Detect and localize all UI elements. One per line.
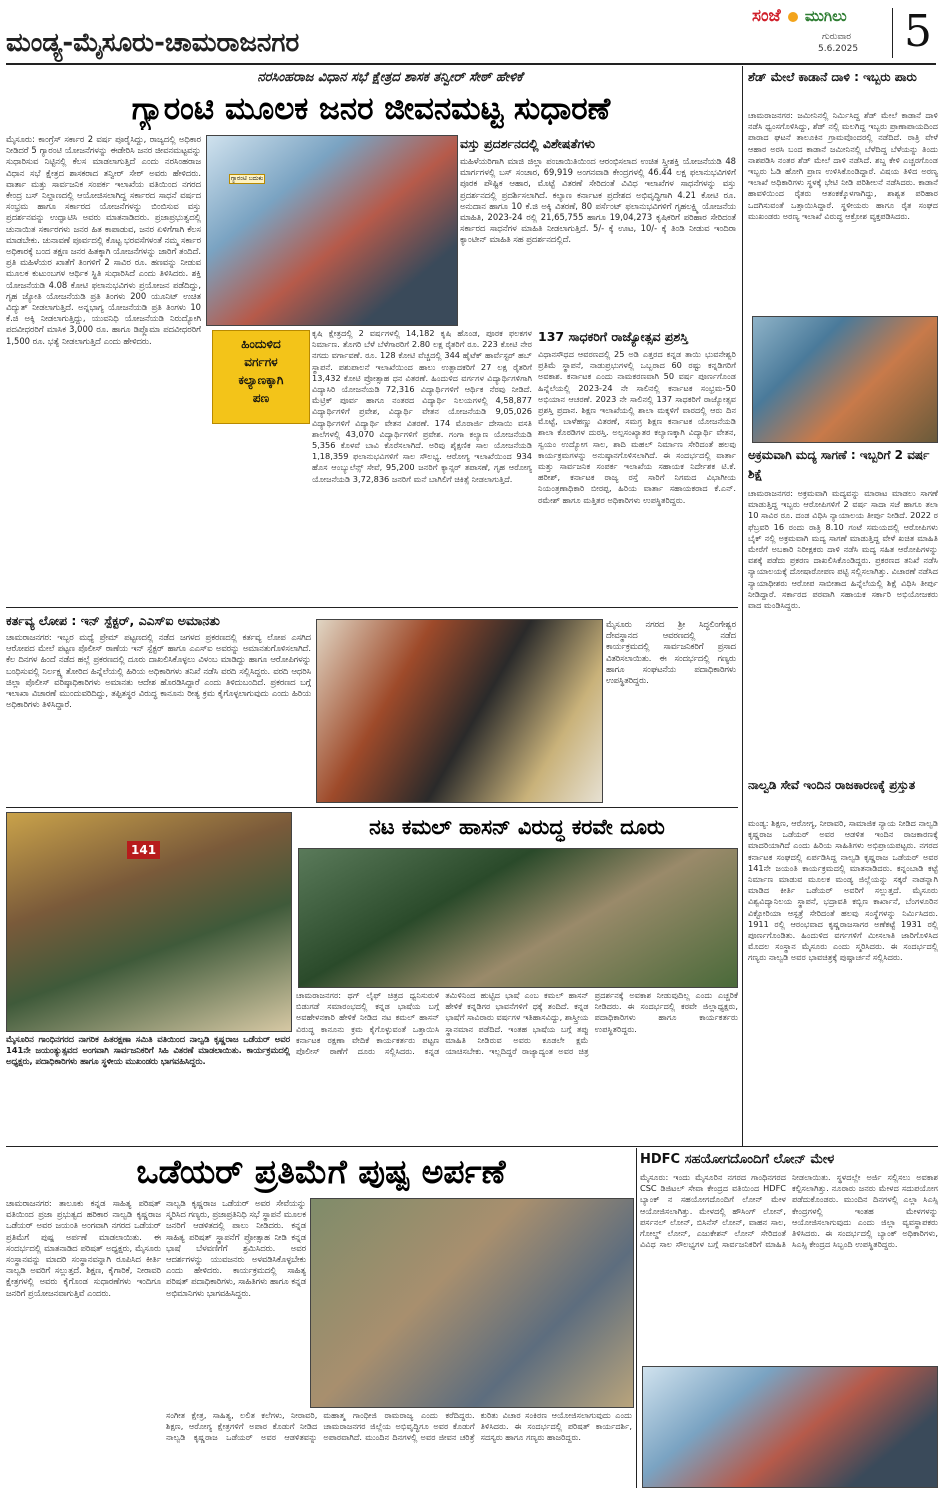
kamal-complaint-photo [298, 848, 738, 988]
logo-part-a: ಸಂಜೆ [752, 6, 781, 26]
issue-date: 5.6.2025 [818, 44, 859, 54]
lead-headline: ಗ್ಯಾರಂಟಿ ಮೂಲಕ ಜನರ ಜೀವನಮಟ್ಟ ಸುಧಾರಣೆ [131, 91, 611, 127]
elephant-title: ಶೆಡ್ ಮೇಲೆ ಕಾಡಾನೆ ದಾಳಿ : ಇಬ್ಬರು ಪಾರು [748, 70, 917, 84]
sun-icon [788, 12, 798, 22]
welfare-box-line-3: ಕಲ್ಯಾಣಕ್ಕಾಗಿ [238, 373, 284, 387]
nalwadi-title: ನಾಲ್ವಡಿ ಸೇವೆ ಇಂದಿನ ರಾಜಕಾರಣಕ್ಕೆ ಪ್ರಸ್ತುತ [748, 778, 916, 792]
logo-part-b: ಮುಗಿಲು [804, 7, 847, 25]
temple-caption: ಮೈಸೂರು ನಗರದ ಶ್ರೀ ಸಿದ್ಧಲಿಂಗೇಶ್ವರ ದೇವಸ್ಥಾನದ ಆವರಣದಲ್ಲಿ ನಡೆದ ಕಾರ್ಯಕ್ರಮದಲ್ಲಿ ಸಾರ್ವಜನಿಕರಿಗೆ ಪ್ರಸಾದ ವಿತರಿಸಲಾಯಿತು. ಈ ಸಂದರ್ಭದಲ್ಲಿ ಗಣ್ಯರು ಹಾಗೂ ಸಂಘಟನೆಯ ಪದಾಧಿಕಾರಿಗಳು ಉಪಸ್ಥಿತರಿದ್ದರು. [606, 619, 736, 686]
region-title: ಮಂಡ್ಯ-ಮೈಸೂರು-ಚಾಮರಾಜನಗರ [6, 28, 300, 58]
duty-body: ಚಾಮರಾಜನಗರ: ಇಬ್ಬರ ಮಧ್ಯೆ ಪ್ರೇಮ್ ಪಟ್ಟಣದಲ್ಲಿ ನಡೆದ ಜಗಳದ ಪ್ರಕರಣದಲ್ಲಿ ಕರ್ತವ್ಯ ಲೋಪ ಎಸಗಿದ ಆರೋಪದ ಮೇಲೆ ಪಟ್ಟಣ ಪೊಲೀಸ್ ಠಾಣೆಯ ಇನ್ ಸ್ಪೆಕ್ಟರ್ ಹಾಗೂ ಎಎಸ್ಐ ಅವರನ್ನು ಅಮಾನತುಗೊಳಿಸಲಾಗಿದೆ. ಕೆಲ ದಿನಗಳ ಹಿಂದೆ ನಡೆದ ಹಲ್ಲೆ ಪ್ರಕರಣದಲ್ಲಿ ದೂರು ದಾಖಲಿಸಿಕೊಳ್ಳಲು ವಿಳಂಬ ಮಾಡಿದ್ದು ಹಾಗೂ ಆರೋಪಿಗಳನ್ನು ಬಂಧಿಸುವಲ್ಲಿ ನಿರ್ಲಕ್ಷ್ಯ ತೋರಿದ ಹಿನ್ನೆಲೆಯಲ್ಲಿ ಹಿರಿಯ ಅಧಿಕಾರಿಗಳು ತನಿಖೆ ನಡೆಸಿ ವರದಿ ಸಲ್ಲಿಸಿದ್ದರು. ವರದಿ ಆಧರಿಸಿ ಜಿಲ್ಲಾ ಪೊಲೀಸ್ ವರಿಷ್ಠಾಧಿಕಾರಿಗಳು ಅಮಾನತು ಆದೇಶ ಹೊರಡಿಸಿದ್ದಾರೆ ಎಂದು ತಿಳಿದುಬಂದಿದೆ. ಪ್ರಕರಣದ ಬಗ್ಗೆ ಇಲಾಖಾ ವಿಚಾರಣೆ ಮುಂದುವರಿದಿದ್ದು, ತಪ್ಪಿತಸ್ಥರ ವಿರುದ್ಧ ಕಾನೂನು ರೀತ್ಯ ಕ್ರಮ ಕೈಗೊಳ್ಳಲಾಗುವುದು ಎಂದು ಹಿರಿಯ ಅಧಿಕಾರಿಗಳು ತಿಳಿಸಿದ್ದಾರೆ. [6, 632, 311, 710]
awards-title: 137 ಸಾಧಕರಿಗೆ ರಾಜ್ಯೋತ್ಸವ ಪ್ರಶಸ್ತಿ [538, 329, 688, 344]
liquor-title: ಅಕ್ರಮವಾಗಿ ಮದ್ಯ ಸಾಗಣೆ : ಇಬ್ಬರಿಗೆ 2 ವರ್ಷ ಶಿಕ್ಷೆ [748, 448, 930, 481]
welfare-body: ಕೃಷಿ ಕ್ಷೇತ್ರದಲ್ಲಿ 2 ವರ್ಷಗಳಲ್ಲಿ 14,182 ಕೃಷಿ ಹೊಂಡ, ಪೂರಕ ಫಲಕಗಳ ನಿರ್ಮಾಣ. ತೊಗರಿ ಬೆಳೆ ಬೆಳೆಗಾರರಿಗೆ 2.80 ಲಕ್ಷ ರೈತರಿಗೆ ರೂ. 223 ಕೋಟಿ ನೇರ ನಗದು ವರ್ಗಾವಣೆ. ರೂ. 128 ಕೋಟಿ ವೆಚ್ಚದಲ್ಲಿ 344 ಹೈಟೆಕ್ ಹಾರ್ವೆಸ್ಟರ್ ಹಬ್ ಸ್ಥಾಪನೆ. ಪಶುಪಾಲನೆ ಇಲಾಖೆಯಿಂದ ಹಾಲು ಉತ್ಪಾದಕರಿಗೆ 27 ಲಕ್ಷ ರೈತರಿಗೆ 13,432 ಕೋಟಿ ಪ್ರೋತ್ಸಾಹ ಧನ ವಿತರಣೆ. ಹಿಂದುಳಿದ ವರ್ಗಗಳ ವಿದ್ಯಾರ್ಥಿಗಳಿಗಾಗಿ ವಿದ್ಯಾಸಿರಿ ಯೋಜನೆಯಡಿ 72,316 ವಿದ್ಯಾರ್ಥಿಗಳಿಗೆ ಆರ್ಥಿಕ ನೆರವು ನೀಡಿದೆ. ಮೆಟ್ರಿಕ್ ಪೂರ್ವ ಹಾಗೂ ನಂತರದ ವಿದ್ಯಾರ್ಥಿ ನಿಲಯಗಳಲ್ಲಿ 4,58,877 ವಿದ್ಯಾರ್ಥಿಗಳಿಗೆ ಪ್ರವೇಶ, ವಿದ್ಯಾರ್ಥಿ ವೇತನ ಯೋಜನೆಯಡಿ 9,05,026 ವಿದ್ಯಾರ್ಥಿಗಳಿಗೆ ವಿದ್ಯಾರ್ಥಿ ವೇತನ ವಿತರಣೆ. 174 ಮೊರಾರ್ಜಿ ದೇಸಾಯಿ ವಸತಿ ಶಾಲೆಗಳಲ್ಲಿ 43,070 ವಿದ್ಯಾರ್ಥಿಗಳಿಗೆ ಪ್ರವೇಶ. ಗಂಗಾ ಕಲ್ಯಾಣ ಯೋಜನೆಯಡಿ 5,356 ಕೊಳವೆ ಬಾವಿ ಕೊರೆಸಲಾಗಿದೆ. ಅರಿವು ಶೈಕ್ಷಣಿಕ ಸಾಲ ಯೋಜನೆಯಡಿ 1,18,359 ಫಲಾನುಭವಿಗಳಿಗೆ ಸಾಲ ಸೌಲಭ್ಯ. ಆರೋಗ್ಯ ಇಲಾಖೆಯಿಂದ 934 ಹೊಸ ಆಂಬ್ಯುಲೆನ್ಸ್ ಸೇವೆ, 95,200 ಜನರಿಗೆ ಕ್ಯಾನ್ಸರ್ ತಪಾಸಣೆ, ಗೃಹ ಆರೋಗ್ಯ ಯೋಜನೆಯಡಿ 3,72,836 ಜನರಿಗೆ ಮನೆ ಬಾಗಿಲಿಗೆ ಚಿಕಿತ್ಸೆ ನೀಡಲಾಗುತ್ತಿದೆ. [312, 328, 532, 484]
sweets-photo [6, 812, 292, 1032]
poster-label: ಗ್ಯಾರಂಟಿ ಬದುಕು [230, 175, 264, 182]
sweets-caption: ಮೈಸೂರಿನ ಗಾಂಧಿನಗರದ ನಾಗರಿಕ ಹಿತರಕ್ಷಣಾ ಸಮಿತಿ ವತಿಯಿಂದ ನಾಲ್ವಡಿ ಕೃಷ್ಣರಾಜ ಒಡೆಯರ್ ಅವರ 141ನೇ ಜಯಂತ್ಯುತ್ಸವದ ಅಂಗವಾಗಿ ಸಾರ್ವಜನಿಕರಿಗೆ ಸಿಹಿ ವಿತರಣೆ ಮಾಡಲಾಯಿತು. ಕಾರ್ಯಕ್ರಮದಲ್ಲಿ ಅಧ್ಯಕ್ಷರು, ಪದಾಧಿಕಾರಿಗಳು ಹಾಗೂ ಸ್ಥಳೀಯ ಮುಖಂಡರು ಭಾಗವಹಿಸಿದ್ದರು. [6, 1034, 290, 1067]
lead-body: ಮೈಸೂರು: ಕಾಂಗ್ರೆಸ್ ಸರ್ಕಾರ 2 ವರ್ಷ ಪೂರೈಸಿದ್ದು, ರಾಜ್ಯದಲ್ಲಿ ಅಧಿಕಾರ ನೀಡಿದರೆ 5 ಗ್ಯಾರಂಟಿ ಯೋಜನೆಗಳನ್ನು ಈಡೇರಿಸಿ ಜನರ ಜೀವನಮಟ್ಟವನ್ನು ಸುಧಾರಿಸುವ ನಿಟ್ಟಿನಲ್ಲಿ ಕೆಲಸ ಮಾಡಲಾಗುತ್ತಿದೆ ಎಂದು ನರಸಿಂಹರಾಜ ವಿಧಾನ ಸಭೆ ಕ್ಷೇತ್ರದ ಶಾಸಕರಾದ ತನ್ವೀರ್ ಸೇಠ್ ಅವರು ಹೇಳಿದರು. ವಾರ್ತಾ ಮತ್ತು ಸಾರ್ವಜನಿಕ ಸಂಪರ್ಕ ಇಲಾಖೆಯ ವತಿಯಿಂದ ನಗರದ ಕೇಂದ್ರ ಬಸ್ ನಿಲ್ದಾಣದಲ್ಲಿ ಆಯೋಜಿಸಲಾಗಿದ್ದ ಸರ್ಕಾರದ ಸಾಧನೆ ವರ್ಷದ ಸಂಭ್ರಮ ಹಾಗೂ ಸರ್ಕಾರದ ಯೋಜನೆಗಳನ್ನು ಬಿಂಬಿಸುವ ವಸ್ತು ಪ್ರದರ್ಶನವನ್ನು ಉದ್ಘಾಟಿಸಿ ಅವರು ಮಾತನಾಡಿದರು. ಪ್ರಜಾಪ್ರಭುತ್ವದಲ್ಲಿ ಚುನಾಯಿತ ಸರ್ಕಾರಗಳು ಜನರ ಹಿತ ಕಾಪಾಡುವ, ಜನರ ಏಳಿಗೆಗಾಗಿ ಕೆಲಸ ಮಾಡಬೇಕು. ಚುನಾವಣೆ ಪೂರ್ವದಲ್ಲಿ ಕೊಟ್ಟ ಭರವಸೆಗಳಂತೆ ನಮ್ಮ ಸರ್ಕಾರ ಅಧಿಕಾರಕ್ಕೆ ಬಂದ ತಕ್ಷಣ ಜನರ ಹಿತಕ್ಕಾಗಿ ಯೋಜನೆಗಳನ್ನು ಜಾರಿಗೆ ತಂದಿದೆ. ಪ್ರತಿ ಮಹಿಳೆಯರ ಖಾತೆಗೆ ತಿಂಗಳಿಗೆ 2 ಸಾವಿರ ರೂ. ಹಣವನ್ನು ನೀಡುವ ಮೂಲಕ ಕುಟುಂಬಗಳ ಆರ್ಥಿಕ ಸ್ಥಿತಿ ಸುಧಾರಿಸಿದೆ ಎಂದು ತಿಳಿಸಿದರು. ಶಕ್ತಿ ಯೋಜನೆಯಡಿ 4.08 ಕೋಟಿ ಫಲಾನುಭವಿಗಳು ಪ್ರಯೋಜನ ಪಡೆದಿದ್ದು, ಗೃಹ ಜ್ಯೋತಿ ಯೋಜನೆಯಡಿ ಪ್ರತಿ ತಿಂಗಳು 200 ಯೂನಿಟ್ ಉಚಿತ ವಿದ್ಯುತ್ ನೀಡಲಾಗುತ್ತಿದೆ. ಅನ್ನಭಾಗ್ಯ ಯೋಜನೆಯಡಿ ಪ್ರತಿ ತಿಂಗಳು 10 ಕೆ.ಜಿ ಅಕ್ಕಿ ನೀಡಲಾಗುತ್ತಿದ್ದು, ಯುವನಿಧಿ ಯೋಜನೆಯಡಿ ನಿರುದ್ಯೋಗಿ ಪದವೀಧರರಿಗೆ ಮಾಸಿಕ 3,000 ರೂ. ಹಾಗೂ ಡಿಪ್ಲೊಮಾ ಪದವೀಧರರಿಗೆ 1,500 ರೂ. ಭತ್ಯೆ ನೀಡಲಾಗುತ್ತಿದೆ ಎಂದು ಹೇಳಿದರು. [6, 134, 201, 346]
loan-fair-photo [642, 1366, 938, 1488]
hdfc-divider [636, 1148, 637, 1488]
lead-kicker: ನರಸಿಂಹರಾಜ ವಿಧಾನ ಸಭೆ ಕ್ಷೇತ್ರದ ಶಾಸಕ ತನ್ವೀರ್ ಸೇಠ್ ಹೇಳಿಕೆ [257, 70, 523, 85]
statue-body-left: ಚಾಮರಾಜನಗರ: ತಾಲೂಕು ಕನ್ನಡ ಸಾಹಿತ್ಯ ಪರಿಷತ್ ವತಿಯಿಂದ ಪ್ರಜಾ ಪ್ರಭುತ್ವದ ಹರಿಕಾರ ನಾಲ್ವಡಿ ಕೃಷ್ಣರಾಜ ಒಡೆಯರ್ ಅವರ ಜಯಂತಿ ಅಂಗವಾಗಿ ನಗರದ ಒಡೆಯರ್ ಪ್ರತಿಮೆಗೆ ಪುಷ್ಪ ಅರ್ಪಣೆ ಮಾಡಲಾಯಿತು. ಈ ಸಂದರ್ಭದಲ್ಲಿ ಮಾತನಾಡಿದ ಪರಿಷತ್ ಅಧ್ಯಕ್ಷರು, ಮೈಸೂರು ಸಂಸ್ಥಾನವನ್ನು ಮಾದರಿ ಸಂಸ್ಥಾನವನ್ನಾಗಿ ರೂಪಿಸಿದ ಕೀರ್ತಿ ನಾಲ್ವಡಿ ಅವರಿಗೆ ಸಲ್ಲುತ್ತದೆ. ಶಿಕ್ಷಣ, ಕೈಗಾರಿಕೆ, ನೀರಾವರಿ ಕ್ಷೇತ್ರಗಳಲ್ಲಿ ಅವರು ಕೈಗೊಂಡ ಸುಧಾರಣೆಗಳು ಇಂದಿಗೂ ಜನರಿಗೆ ಪ್ರಯೋಜನವಾಗುತ್ತಿವೆ ಎಂದರು. [6, 1198, 161, 1298]
shed-photo [752, 316, 938, 443]
newspaper-logo [752, 6, 892, 58]
duty-title: ಕರ್ತವ್ಯ ಲೋಪ : ಇನ್ ಸ್ಪೆಕ್ಟರ್, ಎಎಸ್ಐ ಅಮಾನತು [6, 613, 220, 628]
region-header [6, 24, 726, 64]
page-number: 5 [904, 6, 932, 57]
right-column-divider [742, 66, 743, 1146]
statue-headline: ಒಡೆಯರ್ ಪ್ರತಿಮೆಗೆ ಪುಷ್ಪ ಅರ್ಪಣೆ [136, 1152, 506, 1191]
welfare-box-line-2: ವರ್ಗಗಳ [244, 355, 278, 369]
expo-title: ವಸ್ತು ಪ್ರದರ್ಶನದಲ್ಲಿ ವಿಶೇಷತೆಗಳು [460, 136, 596, 151]
lower-rule [6, 1146, 938, 1147]
welfare-highlight-box [212, 330, 310, 424]
hdfc-headline: HDFC ಸಹಯೋಗದೊಂದಿಗೆ ಲೋನ್ ಮೇಳ [640, 1152, 835, 1167]
banner-number: 141 [127, 841, 160, 859]
hdfc-body: ಮೈಸೂರು: ಇಂದು ಮೈಸೂರಿನ ನಗರದ ಗಾಂಧಿನಗರದ CSC ಡಿಜಿಟಲ್ ಸೇವಾ ಕೇಂದ್ರದ ವತಿಯಿಂದ HDFC ಬ್ಯಾಂಕ್ ನ ಸಹಯೋಗದೊಂದಿಗೆ ಲೋನ್ ಮೇಳ ಆಯೋಜಿಸಲಾಗಿತ್ತು. ಮೇಳದಲ್ಲಿ ಹೌಸಿಂಗ್ ಲೋನ್, ಪರ್ಸನಲ್ ಲೋನ್, ಬಿಸಿನೆಸ್ ಲೋನ್, ವಾಹನ ಸಾಲ, ಗೋಲ್ಡ್ ಲೋನ್, ಎಜುಕೇಶನ್ ಲೋನ್ ಸೇರಿದಂತೆ ವಿವಿಧ ಸಾಲ ಸೌಲಭ್ಯಗಳ ಬಗ್ಗೆ ಸಾರ್ವಜನಿಕರಿಗೆ ಮಾಹಿತಿ ನೀಡಲಾಯಿತು. ಸ್ಥಳದಲ್ಲೇ ಅರ್ಜಿ ಸಲ್ಲಿಸಲು ಅವಕಾಶ ಕಲ್ಪಿಸಲಾಗಿತ್ತು. ನೂರಾರು ಜನರು ಮೇಳದ ಸದುಪಯೋಗ ಪಡೆದುಕೊಂಡರು. ಮುಂದಿನ ದಿನಗಳಲ್ಲಿ ಎಲ್ಲಾ ಸಿಎಸ್ಸಿ ಕೇಂದ್ರಗಳಲ್ಲಿ ಇಂತಹ ಮೇಳಗಳನ್ನು ಆಯೋಜಿಸಲಾಗುವುದು ಎಂದು ಜಿಲ್ಲಾ ವ್ಯವಸ್ಥಾಪಕರು ತಿಳಿಸಿದರು. ಈ ಸಂದರ್ಭದಲ್ಲಿ ಬ್ಯಾಂಕ್ ಅಧಿಕಾರಿಗಳು, ಸಿಎಸ್ಸಿ ಕೇಂದ್ರದ ಸಿಬ್ಬಂದಿ ಉಪಸ್ಥಿತರಿದ್ದರು. [640, 1172, 938, 1250]
elephant-body: ಚಾಮರಾಜನಗರ: ಜಮೀನಿನಲ್ಲಿ ನಿರ್ಮಿಸಿದ್ದ ಶೆಡ್ ಮೇಲೆ ಕಾಡಾನೆ ದಾಳಿ ನಡೆಸಿ ಧ್ವಂಸಗೊಳಿಸಿದ್ದು, ಶೆಡ್ ನಲ್ಲಿ ಮಲಗಿದ್ದ ಇಬ್ಬರು ಪ್ರಾಣಾಪಾಯದಿಂದ ಪಾರಾದ ಘಟನೆ ತಾಲೂಕಿನ ಗ್ರಾಮವೊಂದರಲ್ಲಿ ನಡೆದಿದೆ. ರಾತ್ರಿ ವೇಳೆ ಆಹಾರ ಅರಸಿ ಬಂದ ಕಾಡಾನೆ ಜಮೀನಿನಲ್ಲಿ ಬೆಳೆದಿದ್ದ ಬೆಳೆಯನ್ನು ತಿಂದು ನಾಶಪಡಿಸಿ ನಂತರ ಶೆಡ್ ಮೇಲೆ ದಾಳಿ ನಡೆಸಿದೆ. ಶಬ್ದ ಕೇಳಿ ಎಚ್ಚರಗೊಂಡ ಇಬ್ಬರು ಓಡಿ ಹೋಗಿ ಪ್ರಾಣ ಉಳಿಸಿಕೊಂಡಿದ್ದಾರೆ. ವಿಷಯ ತಿಳಿದ ಅರಣ್ಯ ಇಲಾಖೆ ಅಧಿಕಾರಿಗಳು ಸ್ಥಳಕ್ಕೆ ಭೇಟಿ ನೀಡಿ ಪರಿಶೀಲನೆ ನಡೆಸಿದರು. ಕಾಡಾನೆ ಹಾವಳಿಯಿಂದ ರೈತರು ಆತಂಕಕ್ಕೊಳಗಾಗಿದ್ದು, ಶಾಶ್ವತ ಪರಿಹಾರ ಒದಗಿಸುವಂತೆ ಒತ್ತಾಯಿಸಿದ್ದಾರೆ. ಸ್ಥಳೀಯರು ಹಾಗೂ ರೈತ ಸಂಘದ ಮುಖಂಡರು ಅರಣ್ಯ ಇಲಾಖೆ ವಿರುದ್ಧ ಆಕ್ರೋಶ ವ್ಯಕ್ತಪಡಿಸಿದರು. [748, 110, 938, 221]
statue-photo [310, 1198, 634, 1408]
kamal-body: ಚಾಮರಾಜನಗರ: ಥಗ್ ಲೈಫ್ ಚಿತ್ರದ ಧ್ವನಿಸುರುಳಿ ಬಿಡುಗಡೆ ಸಮಾರಂಭದಲ್ಲಿ ಕನ್ನಡ ಭಾಷೆಯ ಬಗ್ಗೆ ಅವಹೇಳನಕಾರಿ ಹೇಳಿಕೆ ನೀಡಿದ ನಟ ಕಮಲ್ ಹಾಸನ್ ವಿರುದ್ಧ ಕಾನೂನು ಕ್ರಮ ಕೈಗೊಳ್ಳುವಂತೆ ಒತ್ತಾಯಿಸಿ ಕರ್ನಾಟಕ ರಕ್ಷಣಾ ವೇದಿಕೆ ಕಾರ್ಯಕರ್ತರು ಪಟ್ಟಣ ಪೊಲೀಸ್ ಠಾಣೆಗೆ ದೂರು ಸಲ್ಲಿಸಿದರು. ಕನ್ನಡ ತಮಿಳಿನಿಂದ ಹುಟ್ಟಿದ ಭಾಷೆ ಎಂಬ ಕಮಲ್ ಹಾಸನ್ ಹೇಳಿಕೆ ಕನ್ನಡಿಗರ ಭಾವನೆಗಳಿಗೆ ಧಕ್ಕೆ ತಂದಿದೆ. ಕನ್ನಡ ಭಾಷೆಗೆ ಸಾವಿರಾರು ವರ್ಷಗಳ ಇತಿಹಾಸವಿದ್ದು, ಶಾಸ್ತ್ರೀಯ ಸ್ಥಾನಮಾನ ಪಡೆದಿದೆ. ಇಂತಹ ಭಾಷೆಯ ಬಗ್ಗೆ ತಪ್ಪು ಮಾಹಿತಿ ನೀಡಿರುವ ಅವರು ಕೂಡಲೇ ಕ್ಷಮೆ ಯಾಚಿಸಬೇಕು. ಇಲ್ಲದಿದ್ದರೆ ರಾಜ್ಯಾದ್ಯಂತ ಅವರ ಚಿತ್ರ ಪ್ರದರ್ಶನಕ್ಕೆ ಅವಕಾಶ ನೀಡುವುದಿಲ್ಲ ಎಂದು ಎಚ್ಚರಿಕೆ ನೀಡಿದರು. ಈ ಸಂದರ್ಭದಲ್ಲಿ ಕರವೇ ಜಿಲ್ಲಾಧ್ಯಕ್ಷರು, ಪದಾಧಿಕಾರಿಗಳು ಹಾಗೂ ಕಾರ್ಯಕರ್ತರು ಉಪಸ್ಥಿತರಿದ್ದರು. [296, 990, 738, 1057]
page-no-divider [892, 8, 893, 58]
nalwadi-body: ಮಂಡ್ಯ: ಶಿಕ್ಷಣ, ಆರೋಗ್ಯ, ನೀರಾವರಿ, ಸಾಮಾಜಿಕ ನ್ಯಾಯ ನೀಡಿದ ನಾಲ್ವಡಿ ಕೃಷ್ಣರಾಜ ಒಡೆಯರ್ ಅವರ ಆಡಳಿತ ಇಂದಿನ ರಾಜಕಾರಣಕ್ಕೆ ಮಾದರಿಯಾಗಿದೆ ಎಂದು ಹಿರಿಯ ಸಾಹಿತಿಗಳು ಅಭಿಪ್ರಾಯಪಟ್ಟರು. ನಗರದ ಕರ್ನಾಟಕ ಸಂಘದಲ್ಲಿ ಏರ್ಪಡಿಸಿದ್ದ ನಾಲ್ವಡಿ ಕೃಷ್ಣರಾಜ ಒಡೆಯರ್ ಅವರ 141ನೇ ಜಯಂತಿ ಕಾರ್ಯಕ್ರಮದಲ್ಲಿ ಮಾತನಾಡಿದರು. ಕನ್ನಂಬಾಡಿ ಕಟ್ಟೆ ನಿರ್ಮಾಣ ಮಾಡುವ ಮೂಲಕ ಮಂಡ್ಯ ಜಿಲ್ಲೆಯನ್ನು ಸಕ್ಕರೆ ನಾಡನ್ನಾಗಿ ಮಾಡಿದ ಕೀರ್ತಿ ಒಡೆಯರ್ ಅವರಿಗೆ ಸಲ್ಲುತ್ತದೆ. ಮೈಸೂರು ವಿಶ್ವವಿದ್ಯಾನಿಲಯ ಸ್ಥಾಪನೆ, ಭದ್ರಾವತಿ ಕಬ್ಬಿಣ ಕಾರ್ಖಾನೆ, ಬೆಂಗಳೂರಿನ ವಿಕ್ಟೋರಿಯಾ ಆಸ್ಪತ್ರೆ ಸೇರಿದಂತೆ ಹಲವು ಸಂಸ್ಥೆಗಳನ್ನು ನಿರ್ಮಿಸಿದರು. 1911 ರಲ್ಲಿ ಆರಂಭವಾದ ಕೃಷ್ಣರಾಜಸಾಗರ ಅಣೆಕಟ್ಟೆ 1931 ರಲ್ಲಿ ಪೂರ್ಣಗೊಂಡಿತು. ಹಿಂದುಳಿದ ವರ್ಗಗಳಿಗೆ ಮೀಸಲಾತಿ ಜಾರಿಗೊಳಿಸಿದ ಮೊದಲ ಸಂಸ್ಥಾನ ಮೈಸೂರು ಎಂದು ಸ್ಮರಿಸಿದರು. ಈ ಸಂದರ್ಭದಲ್ಲಿ ಗಣ್ಯರು ನಾಲ್ವಡಿ ಅವರ ಭಾವಚಿತ್ರಕ್ಕೆ ಪುಷ್ಪಾರ್ಚನೆ ಸಲ್ಲಿಸಿದರು. [748, 818, 938, 963]
temple-photo [316, 619, 603, 803]
welfare-box-line-1: ಹಿಂದುಳಿದ [241, 337, 281, 351]
statue-body-bottom: ಸಂಗೀತ ಕ್ಷೇತ್ರ, ಸಾಹಿತ್ಯ, ಲಲಿತ ಕಲೆಗಳು, ನೀರಾವರಿ, ಶಿಕ್ಷಣ, ಆರೋಗ್ಯ ಕ್ಷೇತ್ರಗಳಿಗೆ ಅಪಾರ ಕೊಡುಗೆ ನೀಡಿದ ನಾಲ್ವಡಿ ಕೃಷ್ಣರಾಜ ಒಡೆಯರ್ ಅವರ ಆಡಳಿತವನ್ನು ಮಹಾತ್ಮ ಗಾಂಧೀಜಿ ರಾಮರಾಜ್ಯ ಎಂದು ಕರೆದಿದ್ದರು. ಚಾಮರಾಜನಗರ ಜಿಲ್ಲೆಯ ಅಭಿವೃದ್ಧಿಗೂ ಅವರ ಕೊಡುಗೆ ಅಪಾರವಾಗಿದೆ. ಮುಂದಿನ ದಿನಗಳಲ್ಲಿ ಅವರ ಜೀವನ ಚರಿತ್ರೆ ಕುರಿತು ವಿಚಾರ ಸಂಕಿರಣ ಆಯೋಜಿಸಲಾಗುವುದು ಎಂದು ತಿಳಿಸಿದರು. ಈ ಸಂದರ್ಭದಲ್ಲಿ ಪರಿಷತ್ ಕಾರ್ಯದರ್ಶಿ, ಸದಸ್ಯರು ಹಾಗೂ ಗಣ್ಯರು ಹಾಜರಿದ್ದರು. [166, 1410, 632, 1443]
expo-photo [206, 135, 458, 326]
liquor-body: ಚಾಮರಾಜನಗರ: ಅಕ್ರಮವಾಗಿ ಮದ್ಯವನ್ನು ಮಾರಾಟ ಮಾಡಲು ಸಾಗಣೆ ಮಾಡುತ್ತಿದ್ದ ಇಬ್ಬರು ಆರೋಪಿಗಳಿಗೆ 2 ವರ್ಷ ಸಾದಾ ಸಜೆ ಹಾಗೂ ತಲಾ 10 ಸಾವಿರ ರೂ. ದಂಡ ವಿಧಿಸಿ ನ್ಯಾಯಾಲಯ ತೀರ್ಪು ನೀಡಿದೆ. 2022 ರ ಫೆಬ್ರವರಿ 16 ರಂದು ರಾತ್ರಿ 8.10 ಗಂಟೆ ಸಮಯದಲ್ಲಿ ಆರೋಪಿಗಳು ಬೈಕ್ ನಲ್ಲಿ ಅಕ್ರಮವಾಗಿ ಮದ್ಯ ಸಾಗಣೆ ಮಾಡುತ್ತಿದ್ದ ವೇಳೆ ಖಚಿತ ಮಾಹಿತಿ ಮೇರೆಗೆ ಅಬಕಾರಿ ನಿರೀಕ್ಷಕರು ದಾಳಿ ನಡೆಸಿ ಮದ್ಯ ಸಹಿತ ಆರೋಪಿಗಳನ್ನು ವಶಕ್ಕೆ ಪಡೆದು ಪ್ರಕರಣ ದಾಖಲಿಸಿಕೊಂಡಿದ್ದರು. ಪ್ರಕರಣದ ತನಿಖೆ ನಡೆಸಿ ನ್ಯಾಯಾಲಯಕ್ಕೆ ದೋಷಾರೋಪಣ ಪಟ್ಟಿ ಸಲ್ಲಿಸಲಾಗಿತ್ತು. ವಿಚಾರಣೆ ನಡೆಸಿದ ನ್ಯಾಯಾಧೀಶರು ಆರೋಪ ಸಾಬೀತಾದ ಹಿನ್ನೆಲೆಯಲ್ಲಿ ಶಿಕ್ಷೆ ವಿಧಿಸಿ ತೀರ್ಪು ನೀಡಿದ್ದಾರೆ. ಸರ್ಕಾರದ ಪರವಾಗಿ ಸಹಾಯಕ ಸರ್ಕಾರಿ ಅಭಿಯೋಜಕರು ವಾದ ಮಂಡಿಸಿದ್ದರು. [748, 488, 938, 611]
masthead-rule [6, 63, 936, 65]
lead-bottom-rule [6, 607, 738, 608]
mid-rule [6, 807, 738, 808]
issue-weekday: ಗುರುವಾರ [822, 32, 852, 42]
kamal-headline: ನಟ ಕಮಲ್ ಹಾಸನ್ ವಿರುದ್ಧ ಕರವೇ ದೂರು [369, 815, 665, 839]
expo-body: ಮಹಿಳೆಯರಿಗಾಗಿ ಮಾಜಿ ಜಿಲ್ಲಾ ಪಂಚಾಯಿತಿಯಿಂದ ಆರಂಭಿಸಲಾದ ಉಚಿತ ಸ್ತ್ರೀಶಕ್ತಿ ಯೋಜನೆಯಡಿ 48 ಮಾರ್ಗಗಳಲ್ಲಿ ಬಸ್ ಸಂಚಾರ, 69,919 ಅಂಗನವಾಡಿ ಕೇಂದ್ರಗಳಲ್ಲಿ 46.44 ಲಕ್ಷ ಫಲಾನುಭವಿಗಳಿಗೆ ಪೂರಕ ಪೌಷ್ಟಿಕ ಆಹಾರ, ಮೊಟ್ಟೆ ವಿತರಣೆ ಸೇರಿದಂತೆ ವಿವಿಧ ಇಲಾಖೆಗಳ ಸಾಧನೆಗಳನ್ನು ವಸ್ತು ಪ್ರದರ್ಶನದಲ್ಲಿ ಪ್ರದರ್ಶಿಸಲಾಗಿದೆ. ಕಲ್ಯಾಣ ಕರ್ನಾಟಕ ಪ್ರದೇಶದ ಅಭಿವೃದ್ಧಿಗಾಗಿ 4.21 ಕೋಟಿ ರೂ. ಅನುದಾನ ಹಾಗೂ 10 ಕೆ.ಜಿ ಅಕ್ಕಿ ವಿತರಣೆ, 80 ಪರ್ಸೆಂಟ್ ಫಲಾನುಭವಿಗಳಿಗೆ ಗೃಹಲಕ್ಷ್ಮಿ ಯೋಜನೆಯ ಮಾಹಿತಿ, 2023-24 ರಲ್ಲಿ 21,65,755 ಹಾಗೂ 19,04,273 ಕೃಷಿಕರಿಗೆ ಪರಿಹಾರ ಸೇರಿದಂತೆ ಸರ್ಕಾರದ ಸಾಧನೆಗಳ ಮಾಹಿತಿ ನೀಡಲಾಗುತ್ತಿದೆ. 5/- ಕ್ಕೆ ಊಟ, 10/- ಕ್ಕೆ ತಿಂಡಿ ನೀಡುವ ಇಂದಿರಾ ಕ್ಯಾಂಟೀನ್ ಮಾಹಿತಿ ಸಹ ಪ್ರದರ್ಶನದಲ್ಲಿದೆ. [460, 156, 736, 245]
statue-body-mid: ನಾಲ್ವಡಿ ಕೃಷ್ಣರಾಜ ಒಡೆಯರ್ ಅವರ ಸೇವೆಯನ್ನು ಸ್ಮರಿಸಿದ ಗಣ್ಯರು, ಪ್ರಜಾಪ್ರತಿನಿಧಿ ಸಭೆ ಸ್ಥಾಪನೆ ಮೂಲಕ ಜನರಿಗೆ ಆಡಳಿತದಲ್ಲಿ ಪಾಲು ನೀಡಿದರು. ಕನ್ನಡ ಸಾಹಿತ್ಯ ಪರಿಷತ್ ಸ್ಥಾಪನೆಗೆ ಪ್ರೋತ್ಸಾಹ ನೀಡಿ ಕನ್ನಡ ಭಾಷೆ ಬೆಳವಣಿಗೆಗೆ ಶ್ರಮಿಸಿದರು. ಅವರ ಆದರ್ಶಗಳನ್ನು ಯುವಜನರು ಅಳವಡಿಸಿಕೊಳ್ಳಬೇಕು ಎಂದು ಹೇಳಿದರು. ಕಾರ್ಯಕ್ರಮದಲ್ಲಿ ಸಾಹಿತ್ಯ ಪರಿಷತ್ ಪದಾಧಿಕಾರಿಗಳು, ಸಾಹಿತಿಗಳು ಹಾಗೂ ಕನ್ನಡ ಅಭಿಮಾನಿಗಳು ಭಾಗವಹಿಸಿದ್ದರು. [166, 1198, 306, 1298]
awards-body: ವಿಧಾನಸೌಧದ ಆವರಣದಲ್ಲಿ 25 ಅಡಿ ಎತ್ತರದ ಕನ್ನಡ ತಾಯಿ ಭುವನೇಶ್ವರಿ ಪ್ರತಿಮೆ ಸ್ಥಾಪನೆ, ನಾಡುಪ್ರಭುಗಳಲ್ಲಿ ಒಬ್ಬರಾದ 60 ರಷ್ಟು ಕನ್ನಡಿಗರಿಗೆ ಅವಕಾಶ. ಕರ್ನಾಟಕ ಎಂದು ನಾಮಕರಣವಾಗಿ 50 ವರ್ಷ ಪೂರ್ಣಗೊಂಡ ಹಿನ್ನೆಲೆಯಲ್ಲಿ 2023-24 ನೇ ಸಾಲಿನಲ್ಲಿ ಕರ್ನಾಟಕ ಸಂಭ್ರಮ-50 ಅಭಿಯಾನ ಆಚರಣೆ. 2023 ನೇ ಸಾಲಿನಲ್ಲಿ 137 ಸಾಧಕರಿಗೆ ರಾಜ್ಯೋತ್ಸವ ಪ್ರಶಸ್ತಿ ಪ್ರದಾನ. ಶಿಕ್ಷಣ ಇಲಾಖೆಯಲ್ಲಿ ಶಾಲಾ ಮಕ್ಕಳಿಗೆ ವಾರದಲ್ಲಿ ಆರು ದಿನ ಮೊಟ್ಟೆ, ಬಾಳೆಹಣ್ಣು ವಿತರಣೆ, ಸಮಗ್ರ ಶಿಕ್ಷಣ ಕರ್ನಾಟಕ ಯೋಜನೆಯಡಿ ಶಾಲಾ ಕೊಠಡಿಗಳ ದುರಸ್ತಿ. ಅಲ್ಪಸಂಖ್ಯಾತರ ಕಲ್ಯಾಣಕ್ಕಾಗಿ ವಿದ್ಯಾರ್ಥಿ ವೇತನ, ಸ್ವಯಂ ಉದ್ಯೋಗ ಸಾಲ, ಶಾದಿ ಮಹಲ್ ನಿರ್ಮಾಣ ಸೇರಿದಂತೆ ಹಲವು ಕಾರ್ಯಕ್ರಮಗಳನ್ನು ಅನುಷ್ಠಾನಗೊಳಿಸಲಾಗಿದೆ. ಈ ಸಂದರ್ಭದಲ್ಲಿ ವಾರ್ತಾ ಮತ್ತು ಸಾರ್ವಜನಿಕ ಸಂಪರ್ಕ ಇಲಾಖೆಯ ಸಹಾಯಕ ನಿರ್ದೇಶಕ ಟಿ.ಕೆ. ಹರೀಶ್, ಕರ್ನಾಟಕ ರಾಜ್ಯ ರಸ್ತೆ ಸಾರಿಗೆ ನಿಗಮದ ವಿಭಾಗೀಯ ನಿಯಂತ್ರಣಾಧಿಕಾರಿ ಬೀರಪ್ಪ, ಹಿರಿಯ ವಾರ್ತಾ ಸಹಾಯಕರಾದ ಕೆ.ಎನ್. ರಮೇಶ್ ಹಾಗೂ ಮತ್ತಿತರ ಅಧಿಕಾರಿಗಳು ಉಪಸ್ಥಿತರಿದ್ದರು. [538, 349, 736, 505]
welfare-box-line-4: ಪಣ [252, 391, 270, 405]
